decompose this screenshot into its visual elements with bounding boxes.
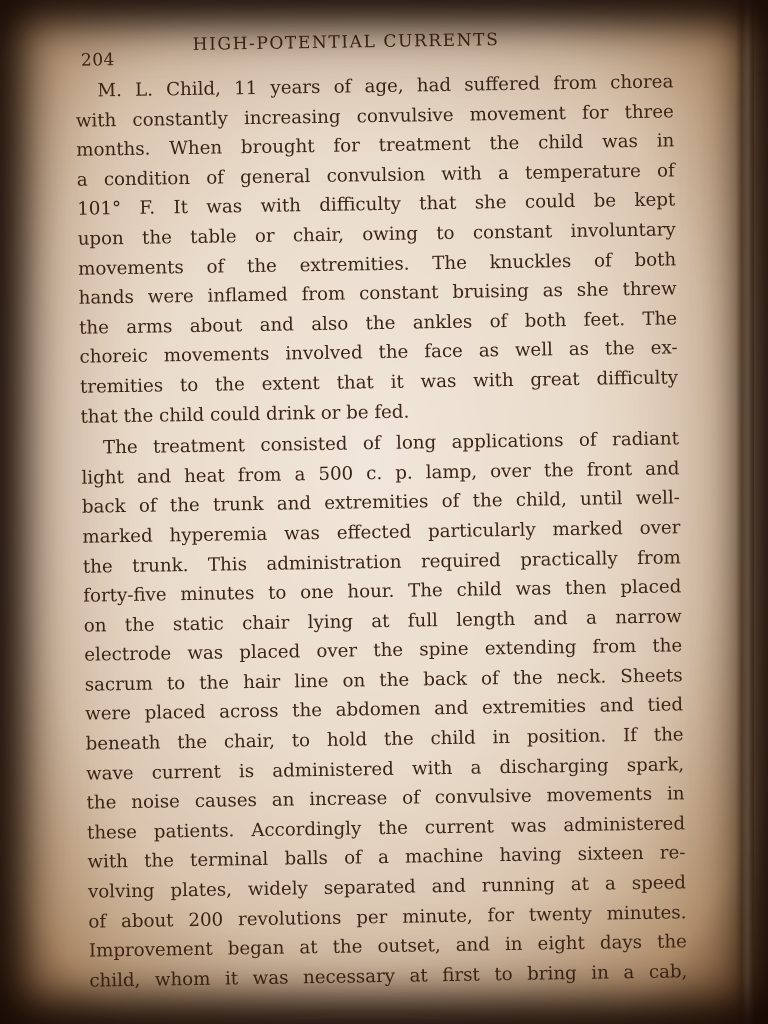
text-line: the arms about and also the ankles of both feet. The [78, 308, 678, 339]
text-line: on the static chair lying at full length and a narrow [83, 605, 682, 637]
paragraph-2 [81, 424, 688, 996]
text-line: wave current is administered with a discharging spark, [85, 753, 685, 785]
page-edge-shadow [736, 0, 754, 1024]
text-line: months. When brought for treatment the child was in [76, 130, 675, 161]
page-header [74, 23, 672, 71]
page-number: 204 [80, 50, 116, 71]
text-line: with the terminal balls of a machine having sixteen re- [87, 842, 686, 874]
text-line: with constantly increasing convulsive movement for three [75, 100, 674, 132]
text-line: the noise causes an increase of convulsive movements in [86, 783, 685, 814]
text-line: upon the table or chair, owing to constant involuntary [77, 219, 676, 250]
text-line: The treatment consisted of long applications of radiant [102, 428, 680, 459]
text-line: child, whom it was necessary at first to bring in a cab, [89, 961, 688, 992]
text-line: Improvement began at the outset, and in eight days the [88, 931, 688, 962]
text-line: electrode was placed over the spine extending from the [84, 635, 683, 666]
text-line: that the child could drink or be fed. [80, 401, 410, 428]
text-line: the trunk. This administration required practically from [82, 546, 681, 578]
text-line: M. L. Child, 11 years of age, had suffered from chorea [97, 71, 674, 102]
text-line: sacrum to the hair line on the back of the neck. Sheets [84, 665, 683, 696]
text-line: tremities to the extent that it was with great difficulty [79, 367, 679, 398]
text-line: choreic movements involved the face as well as the ex- [79, 337, 678, 369]
text-line: beneath the chair, to hold the child in position. If the [85, 724, 684, 755]
text-line: movements of the extremities. The knuckles of both [78, 248, 677, 280]
text-line: a condition of general convulsion with a temperature of [76, 160, 675, 191]
text-line: back of the trunk and extremities of the child, until well- [81, 487, 681, 519]
text-line: were placed across the abdomen and extremities and tied [85, 694, 684, 726]
text-line: of about 200 revolutions per minute, for twenty minutes. [88, 901, 687, 933]
text-line: volving plates, widely separated and running at a speed [87, 872, 687, 903]
text-line: marked hyperemia was effected particularly marked over [82, 517, 681, 548]
running-head: HIGH-POTENTIAL CURRENTS [192, 30, 500, 55]
book-page [74, 23, 687, 992]
text-line: 101° F. It was with difficulty that she could be kept [77, 189, 676, 221]
text-line: hands were inflamed from constant bruising as she threw [78, 278, 677, 309]
paragraph-1 [75, 67, 679, 431]
text-line: light and heat from a 500 c. p. lamp, over the front and [81, 458, 680, 489]
text-line: forty-five minutes to one hour. The child was then placed [83, 576, 682, 607]
text-line: these patients. Accordingly the current was administered [86, 813, 686, 844]
